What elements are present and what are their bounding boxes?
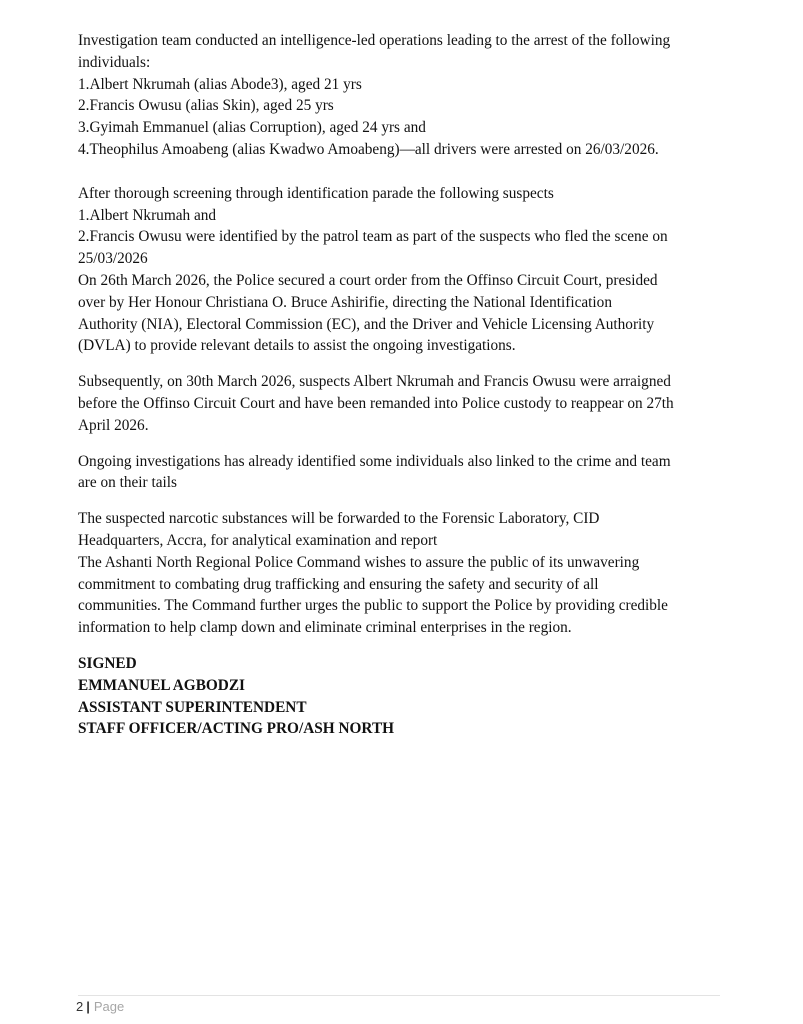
footer-separator: | bbox=[86, 999, 90, 1014]
paragraph-arraignment bbox=[78, 371, 728, 436]
text-line: commitment to combating drug trafficking and ensuring the safety and security of all bbox=[78, 575, 599, 593]
signatory-title: STAFF OFFICER/ACTING PRO/ASH NORTH bbox=[78, 720, 395, 738]
text-line: communities. The Command further urges the public to support the Police by providing credible bbox=[78, 597, 668, 615]
signatory-name: EMMANUEL AGBODZI bbox=[78, 676, 246, 694]
text-line: Ongoing investigations has already identified some individuals also linked to the crime and team bbox=[78, 452, 671, 470]
paragraph-ongoing-investigations bbox=[78, 451, 728, 495]
text-line: April 2026. bbox=[78, 416, 149, 434]
signature-block bbox=[78, 653, 728, 740]
text-line: are on their tails bbox=[78, 474, 177, 492]
text-line: before the Offinso Circuit Court and have been remanded into Police custody to reappear on 27th bbox=[78, 394, 674, 412]
text-line: Investigation team conducted an intelligence-led operations leading to the arrest of the following bbox=[78, 32, 671, 49]
paragraph-arrests bbox=[78, 30, 728, 161]
text-line: Authority (NIA), Electoral Commission (EC), and the Driver and Vehicle Licensing Authority bbox=[78, 315, 655, 333]
document-page bbox=[78, 30, 728, 740]
page-footer bbox=[76, 998, 124, 1016]
text-line: The Ashanti North Regional Police Command wishes to assure the public of its unwavering bbox=[78, 553, 640, 571]
list-item: 2.Francis Owusu were identified by the patrol team as part of the suspects who fled the scene on bbox=[78, 228, 668, 246]
list-item: 3.Gyimah Emmanuel (alias Corruption), aged 24 yrs and bbox=[78, 119, 426, 137]
signatory-rank: ASSISTANT SUPERINTENDENT bbox=[78, 698, 307, 716]
list-item: 4.Theophilus Amoabeng (alias Kwadwo Amoabeng)—all drivers were arrested on 26/03/2026. bbox=[78, 140, 659, 158]
list-item: 1.Albert Nkrumah and bbox=[78, 206, 217, 224]
text-line: individuals: bbox=[78, 53, 151, 71]
text-line: On 26th March 2026, the Police secured a court order from the Offinso Circuit Court, presided bbox=[78, 271, 658, 289]
text-line: 25/03/2026 bbox=[78, 250, 148, 268]
text-line: (DVLA) to provide relevant details to assist the ongoing investigations. bbox=[78, 337, 516, 355]
text-line: After thorough screening through identification parade the following suspects bbox=[78, 184, 554, 202]
text-line: over by Her Honour Christiana O. Bruce Ashirifie, directing the National Identification bbox=[78, 293, 612, 311]
footer-divider bbox=[78, 995, 720, 996]
paragraph-forensics-and-assurance bbox=[78, 508, 728, 639]
list-item: 1.Albert Nkrumah (alias Abode3), aged 21 yrs bbox=[78, 75, 362, 93]
text-line: The suspected narcotic substances will be forwarded to the Forensic Laboratory, CID bbox=[78, 510, 600, 528]
page-label: Page bbox=[93, 999, 125, 1014]
page-number: 2 bbox=[76, 999, 84, 1014]
text-line: Subsequently, on 30th March 2026, suspects Albert Nkrumah and Francis Owusu were arraigned bbox=[78, 373, 671, 391]
text-line: information to help clamp down and eliminate criminal enterprises in the region. bbox=[78, 619, 572, 637]
text-line: Headquarters, Accra, for analytical examination and report bbox=[78, 531, 438, 549]
signed-label: SIGNED bbox=[78, 654, 137, 672]
paragraph-identification bbox=[78, 183, 728, 357]
list-item: 2.Francis Owusu (alias Skin), aged 25 yrs bbox=[78, 97, 334, 115]
